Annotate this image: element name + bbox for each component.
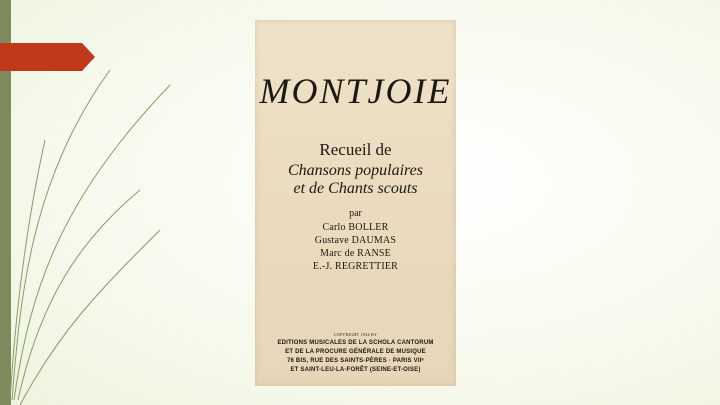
cover-publisher-line: EDITIONS MUSICALES DE LA SCHOLA CANTORUM: [277, 340, 434, 346]
cover-par: par: [349, 208, 362, 219]
cover-publisher-line: ET DE LA PROCURE GÉNÉRALE DE MUSIQUE: [285, 349, 426, 355]
book-cover-image: [255, 20, 456, 386]
cover-publisher-line: 76 BIS, RUE DES SAINTS-PÈRES · PARIS VIIᵉ: [286, 358, 425, 364]
cover-author: Carlo BOLLER: [322, 222, 389, 233]
cover-author: Marc de RANSE: [320, 248, 391, 259]
cover-author: E.-J. REGRETTIER: [312, 261, 399, 272]
accent-arrow-shape: [0, 43, 95, 71]
cover-author: Gustave DAUMAS: [314, 235, 397, 246]
cover-publisher-line: ET SAINT-LEU-LA-FORÊT (SEINE-ET-OISE): [290, 367, 421, 373]
cover-copyright: COPYRIGHT 1934 BY: [333, 332, 378, 337]
cover-title: MONTJOIE: [259, 71, 452, 111]
cover-subtitle-line-2: et de Chants scouts: [293, 180, 418, 197]
cover-subtitle-line-1: Chansons populaires: [288, 162, 423, 179]
cover-recueil-line: Recueil de: [319, 140, 392, 159]
